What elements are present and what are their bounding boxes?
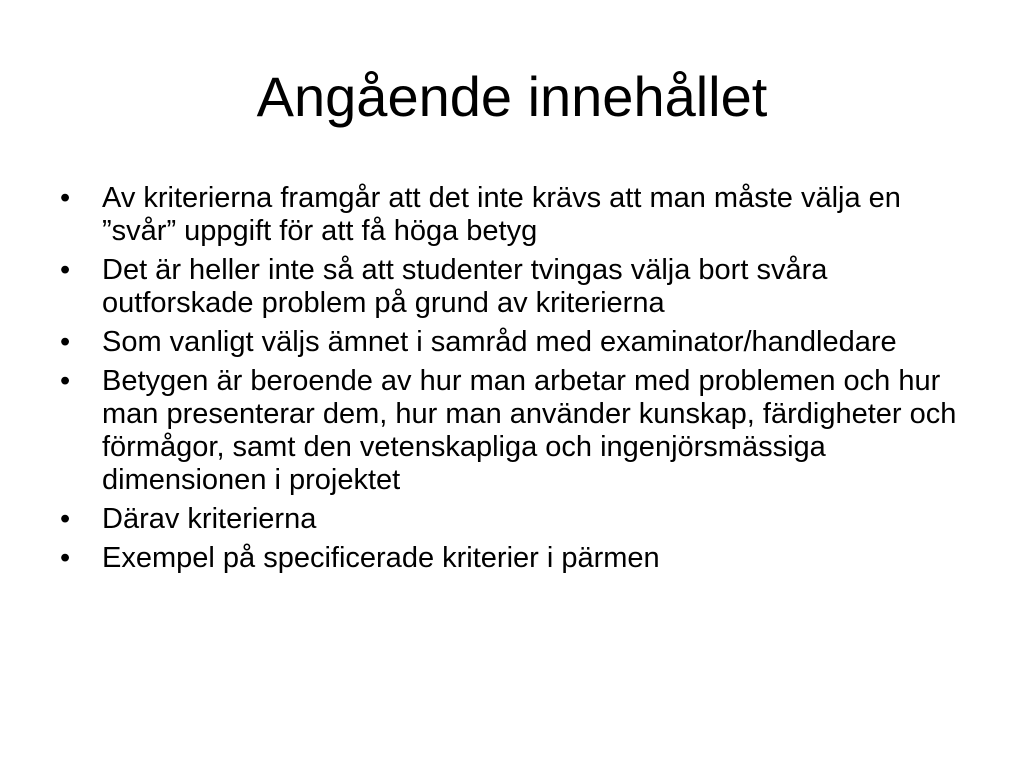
bullet-text: Därav kriterierna [102, 503, 317, 535]
bullet-item [60, 503, 980, 536]
bullet-dot-icon: • [60, 326, 71, 358]
bullet-dot-icon: • [60, 254, 71, 286]
slide-title: Angående innehållet [256, 65, 768, 128]
bullet-item [60, 254, 980, 320]
bullet-item [60, 542, 980, 575]
bullet-list [60, 182, 980, 581]
bullet-dot-icon: • [60, 365, 71, 397]
bullet-text: Exempel på specificerade kriterier i pärmen [102, 542, 660, 574]
bullet-dot-icon: • [60, 542, 71, 574]
bullet-item [60, 365, 980, 497]
bullet-text: Det är heller inte så att studenter tvingas välja bort svåra outforskade problem på grund av kriterierna [102, 254, 828, 319]
bullet-item [60, 326, 980, 359]
bullet-text: Av kriterierna framgår att det inte krävs att man måste välja en ”svår” uppgift för att få höga betyg [102, 182, 901, 247]
bullet-dot-icon: • [60, 503, 71, 535]
bullet-dot-icon: • [60, 182, 71, 214]
bullet-text: Som vanligt väljs ämnet i samråd med examinator/handledare [102, 326, 897, 358]
bullet-item [60, 182, 980, 248]
bullet-text: Betygen är beroende av hur man arbetar med problemen och hur man presenterar dem, hur man använder kunskap, färdigheter och förmågor, samt den vetenskapliga och ingenjörsmässiga dimensionen i projektet [102, 365, 957, 496]
